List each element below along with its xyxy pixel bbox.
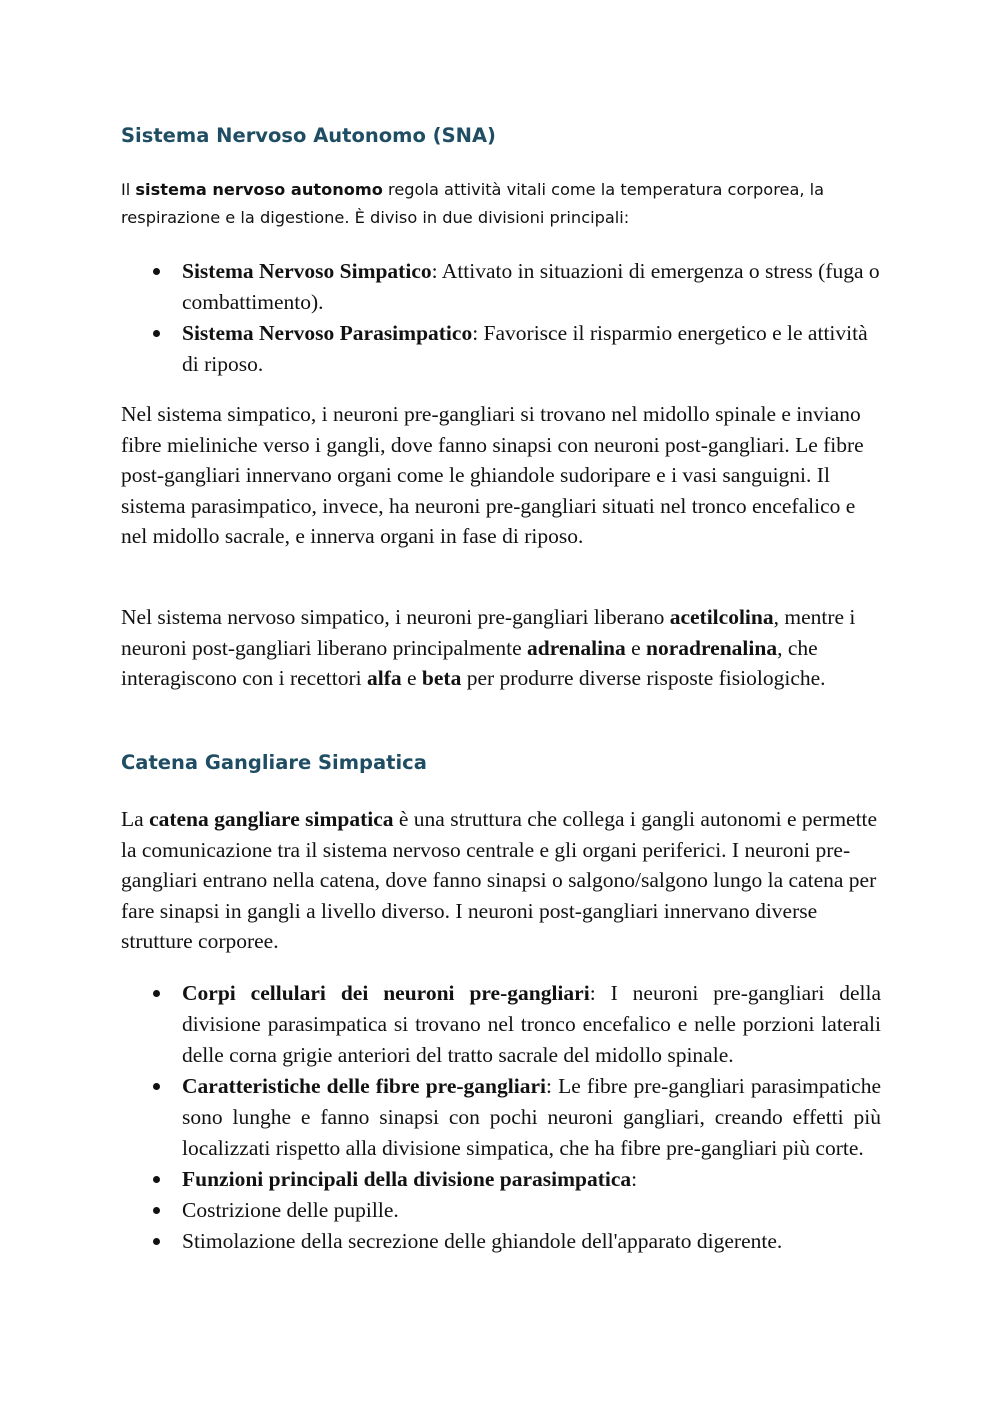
list-item-text: Stimolazione della secrezione delle ghiandole dell'apparato digerente. [182,1229,783,1253]
paragraph-simpatico: Nel sistema simpatico, i neuroni pre-gangliari si trovano nel midollo spinale e inviano fibre mieliniche verso i gangli, dove fanno sinapsi con neuroni post-gangliari. Le fibre post-gangliari innervano organi come le ghiandole sudoripare e i vasi sanguigni. Il sistema parasimpatico, invece, ha neuroni pre-gangliari situati nel tronco encefalico e nel midollo sacrale, e innerva organi in fase di riposo. [121,402,864,549]
section-heading-sna: Sistema Nervoso Autonomo (SNA) [121,124,496,147]
bullet-icon [153,1176,160,1183]
paragraph-neurotrasmettitori [121,602,881,694]
list-item [121,1195,881,1226]
list-item-term: Funzioni principali della divisione parasimpatica [182,1167,632,1191]
bold-term: noradrenalina [646,635,778,660]
paragraph-catena [121,804,881,957]
text-run: e [625,635,647,660]
bold-term: acetilcolina [669,605,774,629]
text-run: , mentre i neuroni post-gangliari liberano principalmente [121,605,856,660]
list-item [121,978,881,1071]
list-item [121,1226,881,1257]
list-item-term: Sistema Nervoso Parasimpatico [182,321,473,345]
bullet-icon [153,1238,160,1245]
text-run: per produrre diverse risposte fisiologiche. [461,666,826,691]
section-heading-catena: Catena Gangliare Simpatica [121,751,427,774]
text-run: e [401,666,422,691]
list-item [121,1164,881,1195]
intro-text-post: regola attività vitali come la temperatura corporea, la respirazione e la digestione. È diviso in due divisioni principali: [121,180,825,227]
list-item-text: : I neuroni pre-gangliari della divisione parasimpatica si trovano nel tronco encefalico e nelle porzioni laterali delle corna grigie anteriori del tratto sacrale del midollo spinale. [182,981,882,1067]
list-item-term: Corpi cellulari dei neuroni pre-gangliari [182,981,590,1005]
bullet-icon [153,268,160,275]
list-item [121,318,881,380]
bold-term: catena gangliare simpatica [149,807,394,831]
list-item [121,1071,881,1164]
list-item-term: Sistema Nervoso Simpatico [182,259,432,283]
list-item-text: : Favorisce il risparmio energetico e le attività di riposo. [182,321,868,376]
bold-term: adrenalina [526,635,626,660]
bullet-icon [153,1207,160,1214]
text-run: è una struttura che collega i gangli autonomi e permette la comunicazione tra il sistema nervoso centrale e gli organi periferici. I neuroni pre-gangliari entrano nella catena, dove fanno sinapsi o salgono/salgono lungo la catena per fare sinapsi in gangli a livello diverso. I neuroni post-gangliari innervano diverse strutture corporee. [121,807,878,954]
divisions-list [121,256,881,380]
bold-term: alfa [366,666,402,691]
parasympathetic-list [121,978,881,1257]
intro-text-pre: Il [121,180,136,199]
list-item-text: : Attivato in situazioni di emergenza o stress (fuga o combattimento). [182,259,880,314]
list-item-text: Costrizione delle pupille. [182,1198,399,1222]
bullet-icon [153,330,160,337]
list-item [121,256,881,318]
text-run: Nel sistema nervoso simpatico, i neuroni pre-gangliari liberano [121,605,670,629]
bullet-icon [153,990,160,997]
bold-term: beta [421,666,462,691]
bullet-icon [153,1083,160,1090]
list-item-text: : [631,1167,638,1191]
list-item-text: : Le fibre pre-gangliari parasimpatiche sono lunghe e fanno sinapsi con pochi neuroni gangliari, creando effetti più localizzati rispetto alla divisione simpatica, che ha fibre pre-gangliari più corte. [182,1074,881,1160]
intro-paragraph [121,176,866,232]
text-run: , che interagiscono con i recettori [121,635,818,691]
list-item-term: Caratteristiche delle fibre pre-gangliari [182,1074,546,1098]
intro-text-bold: sistema nervoso autonomo [135,180,383,199]
text-run: La [121,807,150,831]
